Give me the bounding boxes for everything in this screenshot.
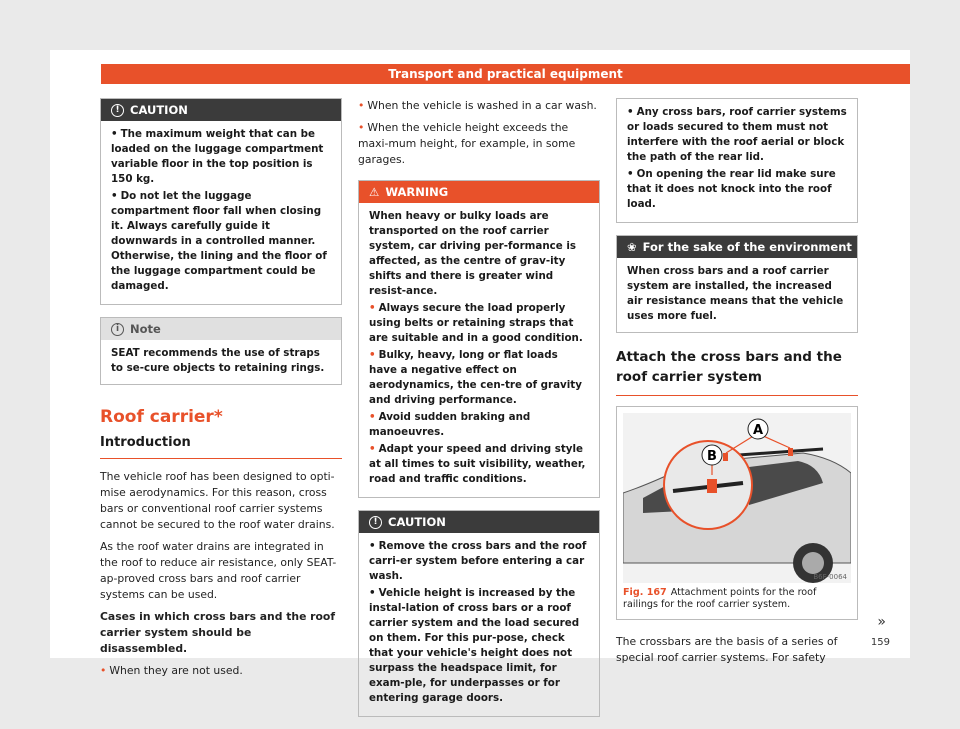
caution-body	[101, 121, 341, 304]
caution-item: • On opening the rear lid make sure that it does not knock into the roof load.	[627, 168, 836, 210]
caution-label: CAUTION	[388, 515, 446, 529]
caution-header	[359, 511, 599, 533]
caution-body	[359, 533, 599, 716]
caution-item: • Do not let the luggage compartment floor fall when closing it. Always carefully guide it downwards in a controlled manner. Otherwise, the lining and the floor of the luggage compartment could be damaged.	[111, 190, 327, 292]
environment-label: For the sake of the environment	[642, 240, 852, 254]
warning-header	[359, 181, 599, 203]
figure-caption	[623, 587, 851, 611]
caution-icon: !	[111, 104, 124, 117]
figure	[616, 406, 858, 620]
list-item: • When they are not used.	[100, 664, 243, 677]
caution-label: CAUTION	[130, 103, 188, 117]
section-title: Roof carrier*	[100, 407, 223, 427]
paragraph: The crossbars are the basis of a series of special roof carrier systems. For safety	[616, 635, 838, 664]
caution-icon: !	[369, 516, 382, 529]
column-1	[100, 98, 342, 685]
column-3	[616, 98, 858, 672]
label-a: A	[752, 423, 764, 438]
note-box	[100, 317, 342, 385]
chapter-header: Transport and practical equipment	[101, 64, 910, 84]
warning-item: • Always secure the load properly using belts or retaining straps that are suitable and in a good condition.	[369, 302, 583, 344]
paragraph: As the roof water drains are integrated in the roof to reduce air resistance, only SEAT-ap-proved cross bars and roof carrier systems can be used.	[100, 540, 337, 601]
warning-item: • Bulky, heavy, long or flat loads have a negative effect on aerodynamics, the cen-tre of gravity and driving performance.	[369, 349, 582, 406]
page-number: 159	[870, 637, 890, 648]
column-2	[358, 98, 600, 729]
note-body: SEAT recommends the use of straps to se-cure objects to retaining rings.	[111, 347, 325, 374]
warning-item: • Adapt your speed and driving style at all times to suit visibility, weather, road and traffic conditions.	[369, 443, 586, 485]
note-label: Note	[130, 322, 161, 336]
continue-marker: »	[877, 614, 886, 630]
paragraph: The vehicle roof has been designed to opti-mise aerodynamics. For this reason, cross bars or conventional roof carrier systems cannot be secured to the roof water drains.	[100, 470, 335, 531]
warning-icon: ⚠	[369, 185, 380, 199]
environment-body: When cross bars and a roof carrier system are installed, the increased air resistance means that the vehicle uses more fuel.	[627, 265, 844, 322]
warning-box	[358, 180, 600, 498]
caution-item: • Vehicle height is increased by the instal-lation of cross bars or a roof carrier system and the load secured on them. For this pur-pose, check that your vehicle's height does not surpass the headspace limit, for exam-ple, for underpasses or for entering garage doors.	[369, 587, 580, 704]
figure-code: B6F-0064	[813, 573, 847, 581]
note-header	[101, 318, 341, 340]
environment-box	[616, 235, 858, 333]
caution-box-continued	[616, 98, 858, 223]
figure-number: Fig. 167	[623, 587, 667, 598]
car-roof-illustration	[623, 413, 851, 583]
subsection-title: Introduction	[100, 435, 342, 459]
environment-header	[617, 236, 857, 258]
section-title: Attach the cross bars and the roof carrier system	[616, 347, 858, 396]
list-item: • When the vehicle is washed in a car wash.	[358, 99, 597, 112]
warning-label: WARNING	[385, 185, 449, 199]
list-item: • When the vehicle height exceeds the maxi-mum height, for example, in some garages.	[358, 121, 576, 166]
caution-item: • Any cross bars, roof carrier systems or loads secured to them must not interfere with the roof aerial or block the path of the rear lid.	[627, 106, 847, 163]
manual-page	[50, 50, 910, 704]
warning-intro: When heavy or bulky loads are transported on the roof carrier system, car driving per-formance is affected, as the centre of grav-ity shifts and there is greater wind resist-ance.	[369, 210, 576, 297]
caution-box-1	[100, 98, 342, 305]
caution-box-2	[358, 510, 600, 717]
warning-body	[359, 203, 599, 497]
caution-item: • The maximum weight that can be loaded on the luggage compartment variable floor in the top position is 150 kg.	[111, 128, 324, 185]
label-b: B	[707, 449, 717, 464]
caution-item: • Remove the cross bars and the roof carri-er system before entering a car wash.	[369, 540, 587, 582]
caution-body	[617, 99, 857, 222]
caution-header	[101, 99, 341, 121]
leaf-icon: ❀	[627, 240, 637, 254]
figure-caption-text: Attachment points for the roof railings for the roof carrier system.	[623, 587, 817, 610]
info-icon: i	[111, 323, 124, 336]
bold-heading: Cases in which cross bars and the roof carrier system should be disassembled.	[100, 610, 336, 655]
warning-item: • Avoid sudden braking and manoeuvres.	[369, 411, 531, 438]
